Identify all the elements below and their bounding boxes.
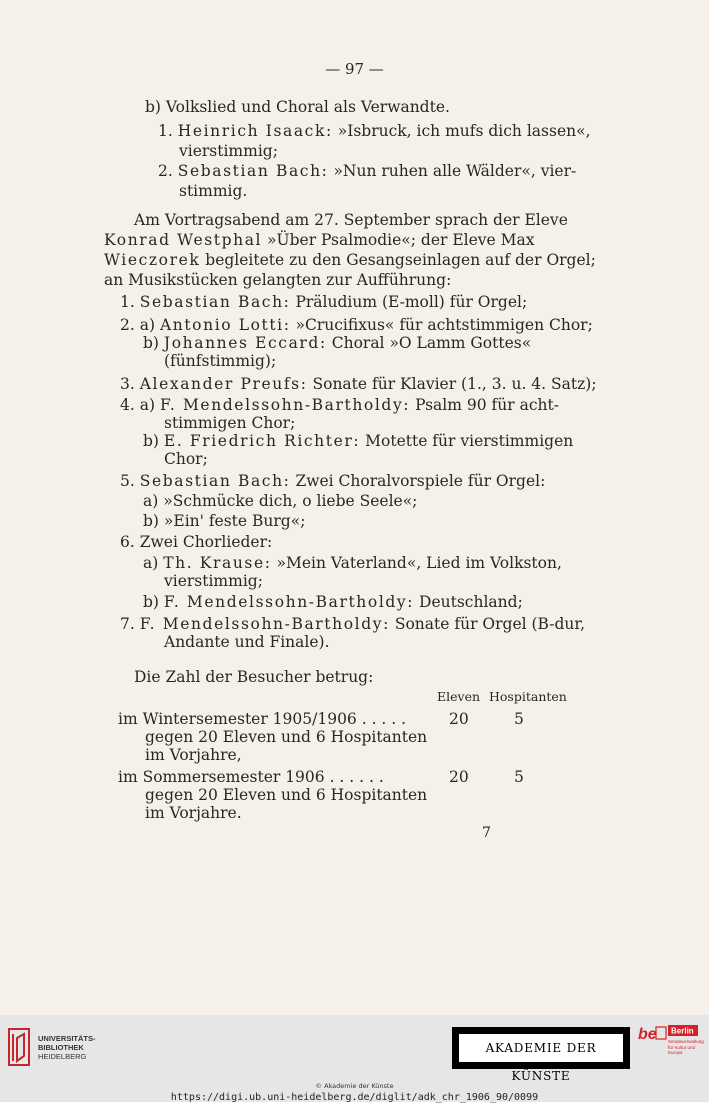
program-item [120,374,597,394]
intro-text: begleitete zu den Gesangseinlagen auf der Orgel; [205,251,596,269]
item-number: 2. [158,162,173,180]
ub-wordmark [38,1034,96,1061]
visitors-row-label: im Wintersemester 1905/1906 . . . . . [118,710,407,728]
column-header-hospitanten: Hospitanten [489,689,567,704]
composer-name: Sebastian Bach: [139,472,291,490]
item-number: 6. [120,533,135,551]
berlin-senate-logo[interactable] [638,1023,704,1073]
item-continuation: vierstimmig; [164,572,263,590]
program-item [120,614,585,634]
viewer-footer [0,1015,709,1102]
visitors-heading: Die Zahl der Besucher betrug: [134,668,374,686]
composer-name: F. Mendelssohn-Bartholdy: [159,396,411,414]
item-continuation: Chor; [164,450,208,468]
ub-emblem-icon [8,1028,30,1068]
item-text: Sonate für Klavier (1., 3. u. 4. Satz); [312,375,597,393]
item-number: 1. [158,122,173,140]
ub-line: BIBLIOTHEK [38,1043,84,1052]
intro-line [104,250,596,270]
list-item [158,161,576,181]
intro-line [104,230,535,250]
visitors-note: gegen 20 Eleven und 6 Hospitanten [145,728,428,746]
item-number: 7. [120,615,135,633]
item-continuation: (fünfstimmig); [164,352,277,370]
berlin-subline: Senatsverwaltung für Kultur und Europa [668,1039,704,1055]
composer-name: Antonio Lotti: [159,316,291,334]
person-name: Konrad Westphal [104,231,263,249]
item-continuation: Andante und Finale). [164,633,330,651]
eleven-count: 20 [449,710,469,728]
intro-line: an Musikstücken gelangten zur Aufführung: [104,271,452,289]
akademie-der-kuenste-logo[interactable] [452,1027,630,1083]
composer-name: F. Mendelssohn-Bartholdy: [163,593,415,611]
hospitanten-count: 5 [514,768,524,786]
program-subitem [143,431,573,451]
sub-label: a) [139,396,156,414]
item-text: Präludium (E-moll) für Orgel; [295,293,528,311]
composer-name: Sebastian Bach: [139,293,291,311]
svg-text:Berlin: Berlin [671,1026,694,1036]
ub-line: UNIVERSITÄTS- [38,1034,96,1043]
item-text: »Nun ruhen alle Wälder«, vier- [333,162,577,180]
composer-name: Sebastian Bach: [177,162,329,180]
person-name: Wieczorek [104,251,201,269]
visitors-row-label: im Sommersemester 1906 . . . . . . [118,768,384,786]
item-number: 5. [120,472,135,490]
program-subitem: b) »Ein' feste Burg«; [143,512,306,530]
program-item [120,532,272,552]
list-item [158,121,591,141]
intro-line: Am Vortragsabend am 27. September sprach der Eleve [134,211,568,229]
composer-name: Alexander Preufs: [139,375,308,393]
eleven-count: 20 [449,768,469,786]
svg-text:be: be [638,1026,657,1043]
ub-heidelberg-logo[interactable] [8,1024,138,1074]
sub-label: b) [143,432,159,450]
item-number: 1. [120,293,135,311]
ub-line: HEIDELBERG [38,1052,87,1061]
item-continuation: stimmig. [179,182,248,200]
item-text: Deutschland; [419,593,523,611]
intro-text: »Über Psalmodie«; der Eleve Max [267,231,535,249]
program-item [120,471,545,491]
composer-name: E. Friedrich Richter: [163,432,361,450]
composer-name: Johannes Eccard: [163,334,327,352]
item-text: Zwei Choralvorspiele für Orgel: [295,472,546,490]
item-continuation: stimmigen Chor; [164,414,296,432]
item-text: Psalm 90 für acht- [415,396,559,414]
program-subitem [143,553,562,573]
adk-label: AKADEMIE DER KÜNSTE [458,1033,624,1063]
item-number: 3. [120,375,135,393]
permalink-url[interactable]: https://digi.ub.uni-heidelberg.de/diglit/adk_chr_1906_90/0099 [170,1092,539,1103]
program-subitem [143,592,523,612]
signature-mark: 7 [482,825,491,841]
item-continuation: vierstimmig; [179,142,278,160]
item-text: Zwei Chorlieder: [139,533,273,551]
hospitanten-count: 5 [514,710,524,728]
visitors-note: im Vorjahre. [145,804,242,822]
column-header-eleven: Eleven [437,689,481,704]
composer-name: Th. Krause: [163,554,272,572]
visitors-note: gegen 20 Eleven und 6 Hospitanten [145,786,428,804]
program-subitem: a) »Schmücke dich, o liebe Seele«; [143,492,418,510]
section-heading: b) Volkslied und Choral als Verwandte. [145,98,450,116]
sub-label: a) [139,316,156,334]
copyright-notice: © Akademie der Künste [315,1082,394,1090]
sub-label: b) [143,334,159,352]
program-item [120,395,559,415]
composer-name: Heinrich Isaack: [177,122,333,140]
page-number-header: — 97 — [325,60,384,78]
program-item [120,292,527,312]
item-text: Sonate für Orgel (B-dur, [394,615,585,633]
composer-name: F. Mendelssohn-Bartholdy: [139,615,390,633]
item-text: »Crucifixus« für achtstimmigen Chor; [295,316,593,334]
program-subitem [143,333,531,353]
item-text: Motette für vierstimmigen [365,432,574,450]
program-item [120,315,593,335]
item-number: 4. [120,396,135,414]
sub-label: a) [143,554,159,572]
visitors-note: im Vorjahre, [145,746,242,764]
item-number: 2. [120,316,135,334]
item-text: Choral »O Lamm Gottes« [331,334,532,352]
sub-label: b) [143,593,159,611]
item-text: »Isbruck, ich mufs dich lassen«, [337,122,591,140]
item-text: »Mein Vaterland«, Lied im Volkston, [276,554,562,572]
